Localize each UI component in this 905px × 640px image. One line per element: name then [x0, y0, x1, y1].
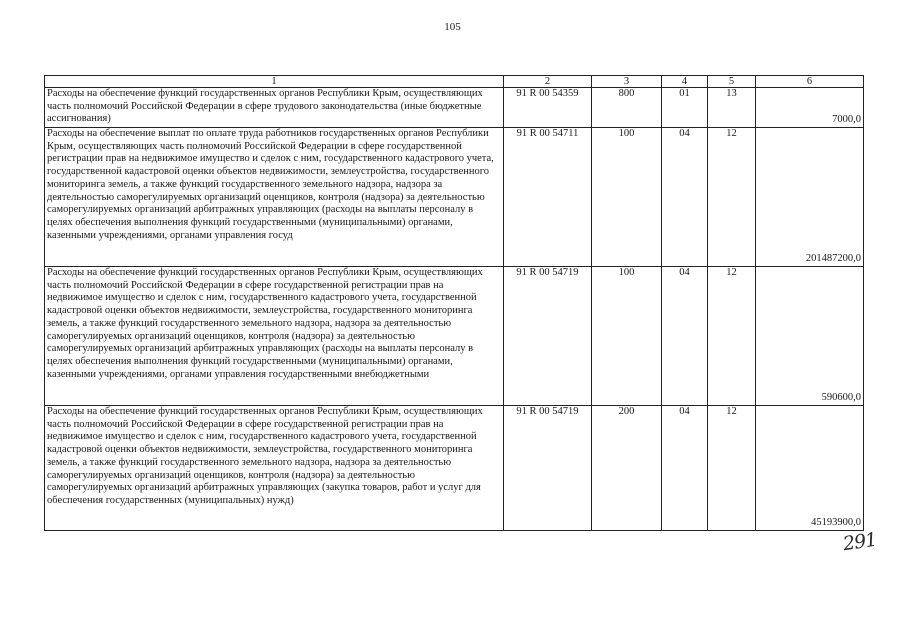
row-target-code: 91 R 00 54719 — [504, 267, 592, 406]
row-description: Расходы на обеспечение функций государственных органов Республики Крым, осуществляющих часть полномочий Российской Федерации в сфере государственной регистрации прав на недвижимое имущество и сделок с ним, государственного кадастрового учета, государственной кадастровой оценки объектов недвижимости, землеустройства, государственного мониторинга земель, а также функций государственного земельного надзора, надзора за деятельностью саморегулируемых организаций оценщиков, контроля (надзора) за деятельностью саморегулируемых организаций арбитражных управляющих (закупка товаров, работ и услуг для обеспечения государственных (муниципальных) нужд) — [45, 406, 504, 531]
row-subsection: 12 — [708, 267, 756, 406]
row-description: Расходы на обеспечение функций государственных органов Республики Крым, осуществляющих часть полномочий Российской Федерации в сфере государственной регистрации прав на недвижимое имущество и сделок с ним, государственного кадастрового учета, государственной кадастровой оценки объектов недвижимости, землеустройства, государственного мониторинга земель, а также функций государственного земельного надзора, надзора за деятельностью саморегулируемых организаций оценщиков, контроля (надзора) за деятельностью саморегулируемых организаций арбитражных управляющих (расходы на выплаты персоналу в целях обеспечения выполнения функций государственными (муниципальными) органами, казенными учреждениями, органами управления государственными внебюджетными — [45, 267, 504, 406]
table-row — [45, 267, 864, 406]
row-target-code: 91 R 00 54719 — [504, 406, 592, 531]
row-section: 04 — [662, 406, 708, 531]
column-header: 2 — [504, 76, 592, 88]
column-header: 4 — [662, 76, 708, 88]
row-expense-type: 100 — [592, 267, 662, 406]
row-target-code: 91 R 00 54711 — [504, 128, 592, 267]
table-row — [45, 128, 864, 267]
table-header-row — [45, 76, 864, 88]
handwritten-page-mark: 291 — [841, 528, 878, 556]
table-row — [45, 406, 864, 531]
row-expense-type: 800 — [592, 88, 662, 128]
row-amount: 201487200,0 — [756, 128, 864, 267]
row-target-code: 91 R 00 54359 — [504, 88, 592, 128]
column-header: 6 — [756, 76, 864, 88]
row-description: Расходы на обеспечение выплат по оплате труда работников государственных органов Республики Крым, осуществляющих часть полномочий Российской Федерации в сфере государственной регистрации прав на недвижимое имущество и сделок с ним, государственного кадастрового учета, государственной кадастровой оценки объектов недвижимости, землеустройства, государственного мониторинга земель, а также функций государственного земельного надзора, надзора за деятельностью саморегулируемых организаций оценщиков, контроля (надзора) за деятельностью саморегулируемых организаций арбитражных управляющих (расходы на выплаты персоналу в целях обеспечения выполнения функций государственными (муниципальными) органами, казенными учреждениями, органами управления госуд — [45, 128, 504, 267]
column-header: 3 — [592, 76, 662, 88]
column-header: 5 — [708, 76, 756, 88]
column-header: 1 — [45, 76, 504, 88]
page-number: 105 — [444, 21, 461, 33]
row-section: 04 — [662, 267, 708, 406]
table-row — [45, 88, 864, 128]
row-amount: 7000,0 — [756, 88, 864, 128]
row-expense-type: 200 — [592, 406, 662, 531]
row-amount: 45193900,0 — [756, 406, 864, 531]
row-amount: 590600,0 — [756, 267, 864, 406]
row-subsection: 12 — [708, 406, 756, 531]
row-subsection: 13 — [708, 88, 756, 128]
row-subsection: 12 — [708, 128, 756, 267]
row-description: Расходы на обеспечение функций государственных органов Республики Крым, осуществляющих часть полномочий Российской Федерации в сфере трудового законодательства (иные бюджетные ассигнования) — [45, 88, 504, 128]
row-expense-type: 100 — [592, 128, 662, 267]
row-section: 04 — [662, 128, 708, 267]
budget-table — [44, 75, 864, 531]
row-section: 01 — [662, 88, 708, 128]
